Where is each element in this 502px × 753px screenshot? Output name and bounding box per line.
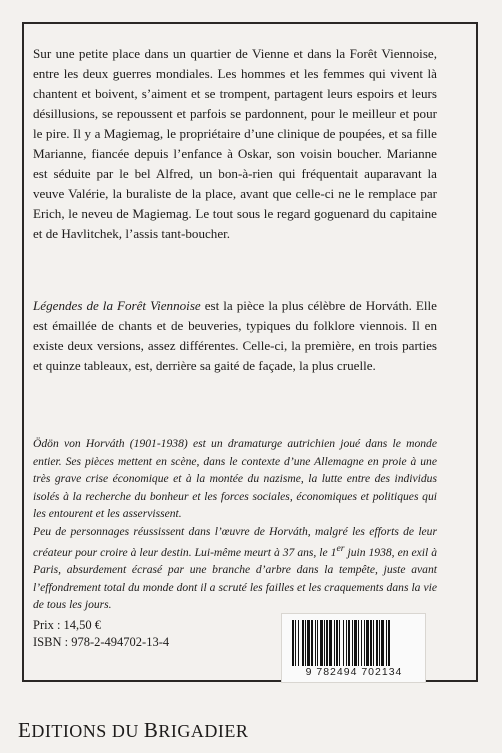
barcode-bar bbox=[302, 620, 304, 666]
barcode-bar bbox=[354, 620, 357, 666]
price-isbn-block bbox=[33, 617, 169, 651]
barcode-bar bbox=[366, 620, 369, 666]
about-body: est la pièce la plus célèbre de Horváth. Elle est émaillée de chants et de beuveries, typiques du folklore viennois. Il en existe deux versions, assez différentes. Celle-ci, la première, en trois parties et quinze tableaux, est, derrière sa gaité de façade, la plus cruelle. bbox=[33, 298, 437, 373]
bio-paragraph-2 bbox=[33, 523, 437, 614]
bio-p2-after: juin 1938, en exil à Paris, absurdement écrasé par une branche d’arbre dans la tempête, juste avant l’effondrement total du monde dont il a scruté les failles et les craquements dans la vie de tous les jours. bbox=[33, 545, 437, 612]
bio-p2-sup: er bbox=[336, 543, 345, 554]
barcode-bar bbox=[364, 620, 365, 666]
barcode-bar bbox=[305, 620, 306, 666]
barcode-bar bbox=[307, 620, 310, 666]
publisher-rigadier: RIGADIER bbox=[158, 721, 249, 741]
barcode-bar bbox=[334, 620, 335, 666]
barcode-bar bbox=[315, 620, 316, 666]
barcode-bar bbox=[386, 620, 387, 666]
publisher-e: E bbox=[18, 718, 32, 742]
bio-paragraph-1: Ödön von Horváth (1901-1938) est un dramaturge autrichien joué dans le monde entier. Ses pièces mettent en scène, dans le contexte d’une Allemagne en proie à une très grave crise économique et à la montée du nazisme, la lutte entre des individus isolés à la recherche du bonheur et les forces sociales, économiques et politiques qui les entourent et les asservissent. bbox=[33, 437, 437, 520]
barcode-bar bbox=[388, 620, 390, 666]
about-text bbox=[33, 296, 437, 376]
barcode-bar bbox=[320, 620, 323, 666]
barcode-bar bbox=[358, 620, 359, 666]
barcode-bar bbox=[292, 620, 294, 666]
barcode-bar bbox=[339, 620, 340, 666]
barcode-bars bbox=[292, 620, 418, 666]
barcode-bar bbox=[373, 620, 374, 666]
barcode-bar bbox=[352, 620, 353, 666]
barcode-bar bbox=[324, 620, 325, 666]
barcode-bar bbox=[343, 620, 344, 666]
barcode-bar bbox=[370, 620, 372, 666]
barcode-bar bbox=[346, 620, 347, 666]
barcode-bar bbox=[376, 620, 378, 666]
about-paragraph bbox=[33, 296, 437, 376]
synopsis-text: Sur une petite place dans un quartier de Vienne et dans la Forêt Viennoise, entre les deux guerres mondiales. Les hommes et les femmes qui vivent là chantent et boivent, s’aiment et se trompent, partagent leurs espoirs et leurs désillusions, se repoussent et parfois se pardonnent, pour le meilleur et pour le pire. Il y a Magiemag, le propriétaire d’une clinique de poupées, et sa fille Marianne, fiancée depuis l’enfance à Oskar, son voisin boucher. Marianne est séduite par le bel Alfred, un bon-à-rien qui fréquentait auparavant la veuve Valérie, la buraliste de la place, avant que celle-ci ne le remplace par Erich, le neveu de Magiemag. Le tout sous le regard goguenard du capitaine et de Havlitchek, l’assis tant-boucher. bbox=[33, 46, 437, 241]
barcode-digits: 9 782494 702134 bbox=[305, 666, 403, 678]
publisher-logo bbox=[18, 718, 248, 743]
barcode-bar bbox=[336, 620, 338, 666]
barcode-bar bbox=[326, 620, 328, 666]
barcode-bar bbox=[311, 620, 313, 666]
barcode-bar bbox=[348, 620, 350, 666]
barcode-bar bbox=[295, 620, 296, 666]
author-bio bbox=[33, 435, 437, 614]
isbn-text: ISBN : 978-2-494702-13-4 bbox=[33, 635, 170, 649]
barcode bbox=[281, 613, 426, 683]
publisher-b: B bbox=[143, 718, 159, 742]
bio-p2-before: Peu de personnages réussissent dans l’œuvre de Horváth, malgré les efforts de leur créateur pour croire à leur destin. Lui-même meurt à 37 ans, le 1 bbox=[33, 524, 437, 559]
publisher-ditions: DITIONS DU bbox=[31, 721, 144, 741]
barcode-bar bbox=[298, 620, 299, 666]
play-title: Légendes de la Forêt Viennoise bbox=[33, 298, 201, 313]
barcode-bar bbox=[381, 620, 384, 666]
synopsis-paragraph bbox=[33, 44, 437, 244]
barcode-bar bbox=[317, 620, 318, 666]
barcode-bar bbox=[361, 620, 362, 666]
barcode-bar bbox=[379, 620, 380, 666]
price-text: Prix : 14,50 € bbox=[33, 618, 102, 632]
barcode-bar bbox=[329, 620, 332, 666]
